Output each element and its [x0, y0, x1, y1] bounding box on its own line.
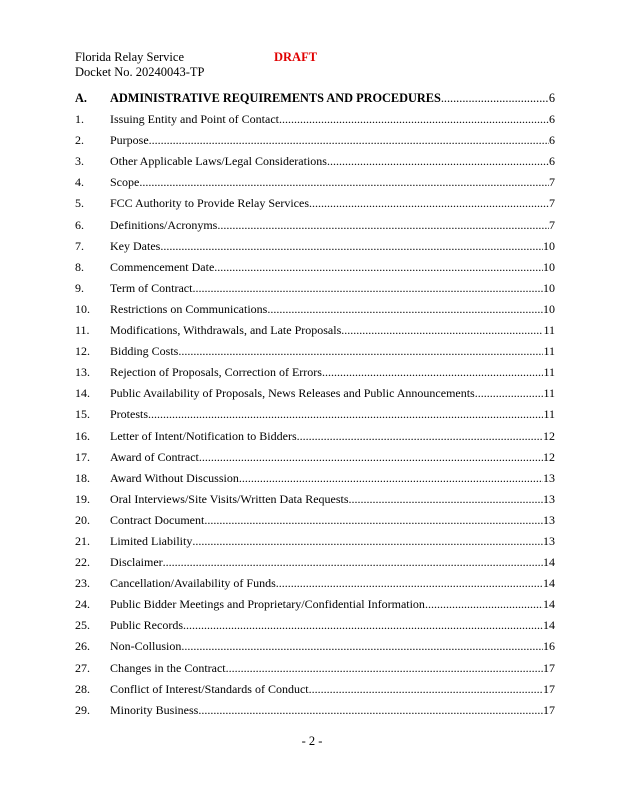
toc-entry-title: Minority Business — [110, 702, 199, 717]
toc-entry — [75, 513, 555, 534]
toc-entry-page: 11 — [543, 386, 555, 401]
toc-entry-title: Letter of Intent/Notification to Bidders — [110, 428, 297, 443]
toc-entry-title: FCC Authority to Provide Relay Services — [110, 196, 309, 211]
toc-entry — [75, 703, 555, 724]
toc-entry-page: 12 — [543, 428, 555, 443]
toc-entry — [75, 175, 555, 196]
toc-entry — [75, 365, 555, 386]
toc-entry-title: Oral Interviews/Site Visits/Written Data Requests — [110, 491, 349, 506]
toc-entry-title: Term of Contract — [110, 280, 193, 295]
toc-dot-leader — [309, 682, 543, 697]
toc-entry — [75, 218, 555, 239]
toc-dot-leader — [163, 555, 543, 570]
toc-entry-title: Cancellation/Availability of Funds — [110, 576, 276, 591]
toc-entry-number: 12. — [75, 344, 90, 359]
toc-entry-page: 10 — [543, 280, 555, 295]
toc-entry-page: 6 — [548, 91, 555, 105]
toc-section-heading — [75, 91, 555, 112]
toc-entry — [75, 534, 555, 555]
toc-entry — [75, 450, 555, 471]
toc-entry-number: 25. — [75, 618, 90, 633]
toc-dot-leader — [425, 597, 543, 612]
toc-dot-leader — [349, 492, 543, 507]
toc-entry-title: ADMINISTRATIVE REQUIREMENTS AND PROCEDURES — [110, 91, 441, 105]
toc-entry-page: 6 — [549, 112, 555, 127]
toc-dot-leader — [267, 302, 543, 317]
toc-entry-number: 26. — [75, 639, 90, 654]
toc-entry-page: 17 — [543, 702, 555, 717]
toc-entry-number: A. — [75, 91, 87, 105]
toc-entry-page: 14 — [543, 597, 555, 612]
toc-dot-leader — [160, 239, 543, 254]
toc-entry-page: 10 — [543, 259, 555, 274]
toc-entry — [75, 112, 555, 133]
document-header — [75, 50, 205, 80]
toc-entry-title: Purpose — [110, 133, 149, 148]
toc-entry-page: 7 — [549, 196, 555, 211]
table-of-contents — [75, 91, 555, 724]
toc-entry — [75, 471, 555, 492]
toc-entry-title: Changes in the Contract — [110, 660, 226, 675]
toc-dot-leader — [181, 639, 543, 654]
toc-entry-page: 13 — [543, 512, 555, 527]
toc-entry-title: Non-Collusion — [110, 639, 182, 654]
toc-dot-leader — [239, 471, 543, 486]
toc-entry-page: 10 — [543, 238, 555, 253]
toc-entry-number: 28. — [75, 681, 90, 696]
toc-dot-leader — [327, 154, 549, 169]
toc-entry — [75, 344, 555, 365]
toc-entry-number: 7. — [75, 238, 84, 253]
toc-entry-title: Modifications, Withdrawals, and Late Proposals — [110, 323, 342, 338]
toc-entry-title: Contract Document — [110, 512, 205, 527]
toc-dot-leader — [214, 260, 543, 275]
toc-entry-number: 27. — [75, 660, 90, 675]
toc-dot-leader — [226, 661, 543, 676]
toc-entry-page: 17 — [543, 660, 555, 675]
toc-entry — [75, 492, 555, 513]
toc-entry-page: 6 — [549, 154, 555, 169]
toc-entry — [75, 196, 555, 217]
header-docket-number: Docket No. 20240043-TP — [75, 65, 205, 79]
toc-entry-page: 14 — [543, 555, 555, 570]
toc-entry — [75, 133, 555, 154]
toc-entry-page: 11 — [543, 407, 555, 422]
toc-entry-number: 19. — [75, 491, 90, 506]
toc-entry-number: 29. — [75, 702, 90, 717]
toc-entry-title: Public Bidder Meetings and Proprietary/Confidential Information — [110, 597, 425, 612]
toc-entry-page: 10 — [543, 301, 555, 316]
toc-dot-leader — [178, 344, 543, 359]
toc-entry-title: Limited Liability — [110, 533, 193, 548]
toc-entry-number: 5. — [75, 196, 84, 211]
toc-entry-title: Restrictions on Communications — [110, 301, 268, 316]
toc-entry-number: 24. — [75, 597, 90, 612]
toc-entry — [75, 386, 555, 407]
toc-entry-page: 13 — [543, 533, 555, 548]
toc-entry-title: Other Applicable Laws/Legal Considerations — [110, 154, 327, 169]
page-number: - 2 - — [301, 734, 323, 748]
toc-entry-number: 20. — [75, 512, 90, 527]
toc-entry-number: 3. — [75, 154, 84, 169]
toc-entry-number: 17. — [75, 449, 90, 464]
toc-entry — [75, 639, 555, 660]
toc-entry — [75, 154, 555, 175]
toc-entry — [75, 429, 555, 450]
toc-entry — [75, 260, 555, 281]
toc-entry-title: Commencement Date — [110, 259, 215, 274]
toc-entry-title: Award of Contract — [110, 449, 199, 464]
toc-dot-leader — [183, 618, 543, 633]
toc-entry — [75, 661, 555, 682]
toc-entry-title: Conflict of Interest/Standards of Conduct — [110, 681, 309, 696]
toc-entry-page: 7 — [549, 217, 555, 232]
toc-entry-number: 15. — [75, 407, 90, 422]
toc-entry — [75, 682, 555, 703]
toc-entry-title: Key Dates — [110, 238, 161, 253]
toc-entry — [75, 597, 555, 618]
toc-entry-number: 21. — [75, 533, 90, 548]
toc-entry-title: Award Without Discussion — [110, 470, 239, 485]
toc-entry-number: 23. — [75, 576, 90, 591]
toc-entry-page: 6 — [549, 133, 555, 148]
toc-dot-leader — [192, 281, 543, 296]
toc-dot-leader — [309, 196, 549, 211]
toc-entry-number: 14. — [75, 386, 90, 401]
toc-entry — [75, 323, 555, 344]
toc-dot-leader — [297, 429, 543, 444]
toc-entry-number: 11. — [75, 323, 90, 338]
toc-dot-leader — [199, 450, 543, 465]
toc-entry-number: 2. — [75, 133, 84, 148]
toc-entry-page: 14 — [543, 576, 555, 591]
toc-entry-number: 1. — [75, 112, 84, 127]
toc-entry-title: Bidding Costs — [110, 344, 179, 359]
toc-entry-number: 4. — [75, 175, 84, 190]
toc-entry-page: 11 — [543, 344, 555, 359]
toc-dot-leader — [279, 112, 549, 127]
toc-dot-leader — [204, 513, 543, 528]
toc-entry-page: 13 — [543, 491, 555, 506]
toc-entry — [75, 555, 555, 576]
toc-entry-title: Issuing Entity and Point of Contact — [110, 112, 279, 127]
toc-entry-number: 13. — [75, 365, 90, 380]
draft-label: DRAFT — [274, 50, 318, 64]
toc-dot-leader — [148, 407, 543, 422]
toc-entry-page: 7 — [549, 175, 555, 190]
toc-dot-leader — [192, 534, 543, 549]
toc-entry-title: Public Availability of Proposals, News Releases and Public Announcements — [110, 386, 475, 401]
toc-entry-page: 16 — [543, 639, 555, 654]
toc-dot-leader — [139, 175, 549, 190]
toc-entry — [75, 407, 555, 428]
toc-entry-page: 11 — [543, 323, 555, 338]
toc-dot-leader — [322, 365, 543, 380]
toc-entry — [75, 239, 555, 260]
toc-entry — [75, 302, 555, 323]
toc-dot-leader — [198, 703, 543, 718]
toc-entry-number: 16. — [75, 428, 90, 443]
toc-entry — [75, 281, 555, 302]
toc-dot-leader — [475, 386, 544, 401]
toc-entry-number: 22. — [75, 555, 90, 570]
toc-entry-page: 12 — [543, 449, 555, 464]
toc-entry-number: 18. — [75, 470, 90, 485]
toc-entry-number: 6. — [75, 217, 84, 232]
toc-dot-leader — [149, 133, 549, 148]
toc-entry-page: 17 — [543, 681, 555, 696]
toc-entry-number: 8. — [75, 259, 84, 274]
toc-entry-page: 11 — [543, 365, 555, 380]
toc-dot-leader — [217, 218, 549, 233]
toc-entry-number: 10. — [75, 301, 90, 316]
toc-entry-page: 14 — [543, 618, 555, 633]
toc-entry — [75, 576, 555, 597]
toc-dot-leader — [341, 323, 543, 338]
toc-entry-title: Disclaimer — [110, 555, 163, 570]
toc-entry-title: Public Records — [110, 618, 183, 633]
header-service-name: Florida Relay Service — [75, 50, 184, 64]
toc-entry-number: 9. — [75, 280, 84, 295]
toc-dot-leader — [276, 576, 543, 591]
toc-entry-title: Protests — [110, 407, 149, 422]
toc-entry — [75, 618, 555, 639]
toc-entry-title: Rejection of Proposals, Correction of Errors — [110, 365, 322, 380]
toc-dot-leader — [441, 91, 549, 106]
toc-entry-page: 13 — [543, 470, 555, 485]
toc-entry-title: Definitions/Acronyms — [110, 217, 218, 232]
toc-entry-title: Scope — [110, 175, 140, 190]
